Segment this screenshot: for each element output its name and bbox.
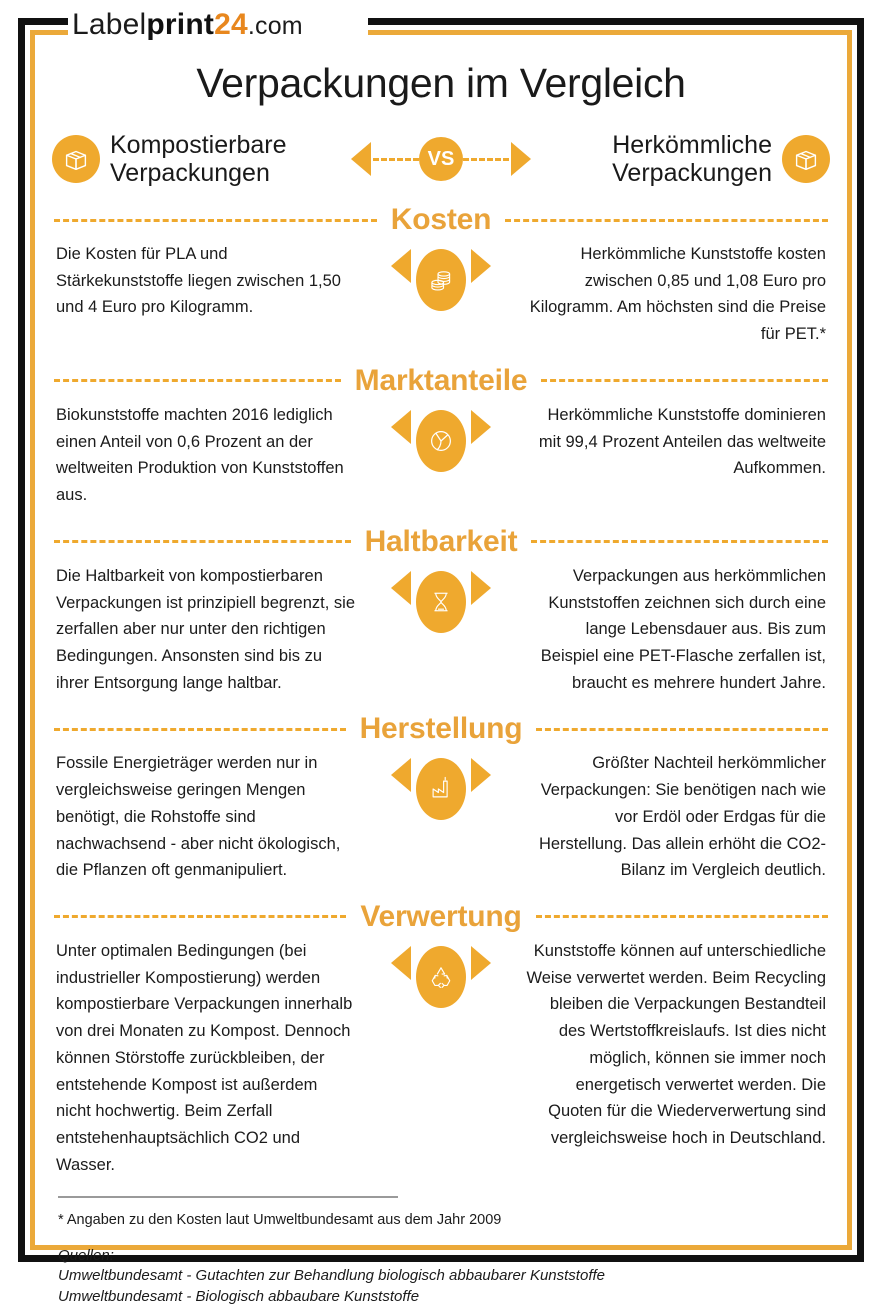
vs-divider xyxy=(351,137,531,181)
arrow-left-icon xyxy=(391,571,411,605)
hourglass-icon xyxy=(416,571,466,633)
section-body xyxy=(48,241,834,348)
arrow-right-icon xyxy=(471,571,491,605)
verwertung-text-conventional: Kunststoffe können auf unterschiedliche Weise verwertet werden. Beim Recycling bleiben die Verpackungen Bestandteil des Wertstoffkreislaufs. Ist dies nicht möglich, können sie immer noch energetisch verwertet werden. Die Quoten für die Wiederverwertung sind vergleichsweise hoch in Deutschland. xyxy=(526,941,826,1148)
sources-block xyxy=(58,1246,824,1307)
compare-label-compostable xyxy=(110,131,286,187)
recycle-icon xyxy=(416,946,466,1008)
section-marktanteile xyxy=(48,364,834,509)
arrow-left-icon xyxy=(391,758,411,792)
section-title-herstellung: Herstellung xyxy=(359,712,523,746)
section-kosten xyxy=(48,203,834,348)
section-icon-group xyxy=(356,402,526,472)
sources-label: Quellen: xyxy=(58,1247,114,1265)
marktanteile-text-conventional: Herkömmliche Kunststoffe dominieren mit 99,4 Prozent Anteilen das weltweite Aufkommen. xyxy=(538,405,826,478)
dashed-rule-left xyxy=(54,915,346,918)
dashed-rule-left xyxy=(54,728,346,731)
coins-icon xyxy=(416,249,466,311)
source-item: Umweltbundesamt - Biologisch abbaubare Kunststoffe xyxy=(58,1287,420,1305)
poster-content xyxy=(40,44,842,1305)
section-body xyxy=(48,402,834,509)
conventional-line-2: Verpackungen xyxy=(612,159,772,188)
vs-badge: VS xyxy=(419,137,463,181)
haltbarkeit-text-conventional: Verpackungen aus herkömmlichen Kunststoffen zeichnen sich durch eine lange Lebensdauer aus. Bis zum Beispiel eine PET-Flasche zerfallen ist, braucht es mehrere hundert Jahre. xyxy=(540,566,826,692)
arrow-left-icon xyxy=(391,410,411,444)
compostable-line-1: Kompostierbare xyxy=(110,131,287,160)
logo-part-24: 24 xyxy=(214,8,248,41)
footer-divider xyxy=(58,1196,398,1198)
kosten-text-compostable: Die Kosten für PLA und Stärkekunststoffe liegen zwischen 1,50 und 4 Euro pro Kilogramm. xyxy=(56,245,341,317)
footnote-text: * Angaben zu den Kosten laut Umweltbundesamt aus dem Jahr 2009 xyxy=(58,1212,502,1229)
section-header xyxy=(48,364,834,398)
dashed-rule-right xyxy=(531,540,828,543)
section-header xyxy=(48,525,834,559)
marktanteile-text-compostable: Biokunststoffe machten 2016 lediglich einen Anteil von 0,6 Prozent an der weltweiten Produktion von Kunststoffen aus. xyxy=(56,405,344,505)
kosten-text-conventional: Herkömmliche Kunststoffe kosten zwischen 0,85 und 1,08 Euro pro Kilogramm. Am höchsten sind die Preise für PET.* xyxy=(529,245,826,344)
page-title: Verpackungen im Vergleich xyxy=(196,60,686,106)
dashed-rule-left xyxy=(54,379,341,382)
section-title-haltbarkeit: Haltbarkeit xyxy=(364,524,518,558)
herstellung-text-compostable: Fossile Energieträger werden nur in vergleichsweise geringen Mengen benötigt, die Rohstoffe sind nachwachsend - aber nicht ökologisch, die Pflanzen oft genmanipuliert. xyxy=(56,754,341,880)
section-header xyxy=(48,203,834,237)
footer xyxy=(48,1196,834,1307)
section-icon-group xyxy=(356,750,526,820)
arrow-left-icon xyxy=(351,142,371,176)
comparison-header xyxy=(48,131,834,187)
section-body xyxy=(48,563,834,697)
dashed-rule-right xyxy=(536,915,828,918)
compare-label-conventional xyxy=(612,131,772,187)
box-icon xyxy=(782,135,830,183)
dashed-rule-right xyxy=(505,219,828,222)
arrow-right-icon xyxy=(471,249,491,283)
compostable-line-2: Verpackungen xyxy=(110,159,270,188)
compare-side-compostable xyxy=(52,131,351,187)
section-verwertung xyxy=(48,900,834,1178)
factory-icon xyxy=(416,758,466,820)
dashed-rule-right xyxy=(541,379,828,382)
verwertung-text-compostable: Unter optimalen Bedingungen (bei industrieller Kompostierung) werden kompostierbare Verpackungen innerhalb von drei Monaten zu Kompost. Dennoch können Störstoffe zurückbleiben, der entstehende Kompost ist außerdem nicht hochwertig. Beim Zerfall entstehenhauptsächlich CO2 und Wasser. xyxy=(56,941,353,1174)
section-title-verwertung: Verwertung xyxy=(360,899,522,933)
haltbarkeit-text-compostable: Die Haltbarkeit von kompostierbaren Verpackungen ist prinzipiell begrenzt, sie zerfallen aber nur unter den richtigen Bedingungen. Ansonsten sind bis zu ihrer Entsorgung lange haltbar. xyxy=(56,566,356,692)
dashed-connector-right xyxy=(463,158,509,161)
section-icon-group xyxy=(356,938,526,1008)
dashed-connector-left xyxy=(373,158,419,161)
compare-side-conventional xyxy=(531,131,830,187)
conventional-line-1: Herkömmliche xyxy=(612,131,772,160)
section-header xyxy=(48,900,834,934)
section-body xyxy=(48,750,834,884)
logo-part-com: .com xyxy=(247,12,303,40)
section-haltbarkeit xyxy=(48,525,834,697)
pie-chart-icon xyxy=(416,410,466,472)
arrow-right-icon xyxy=(471,758,491,792)
logo-part-print: print xyxy=(146,8,215,41)
arrow-right-icon xyxy=(511,142,531,176)
section-header xyxy=(48,712,834,746)
arrow-right-icon xyxy=(471,410,491,444)
section-body xyxy=(48,938,834,1178)
section-icon-group xyxy=(356,563,526,633)
logo-part-label: Label xyxy=(72,8,147,41)
section-title-marktanteile: Marktanteile xyxy=(354,363,528,397)
section-icon-group xyxy=(356,241,526,311)
dashed-rule-left xyxy=(54,219,377,222)
dashed-rule-right xyxy=(536,728,828,731)
section-herstellung xyxy=(48,712,834,884)
section-title-kosten: Kosten xyxy=(390,203,492,237)
herstellung-text-conventional: Größter Nachteil herkömmlicher Verpackungen: Sie benötigen nach wie vor Erdöl oder Erdgas für die Herstellung. Das allein erhöht die CO2-Bilanz im Vergleich deutlich. xyxy=(538,754,826,880)
arrow-left-icon xyxy=(391,946,411,980)
source-item: Umweltbundesamt - Gutachten zur Behandlung biologisch abbaubarer Kunststoffe xyxy=(58,1267,605,1285)
dashed-rule-left xyxy=(54,540,351,543)
arrow-right-icon xyxy=(471,946,491,980)
labelprint24-logo xyxy=(72,8,303,43)
arrow-left-icon xyxy=(391,249,411,283)
box-icon xyxy=(52,135,100,183)
